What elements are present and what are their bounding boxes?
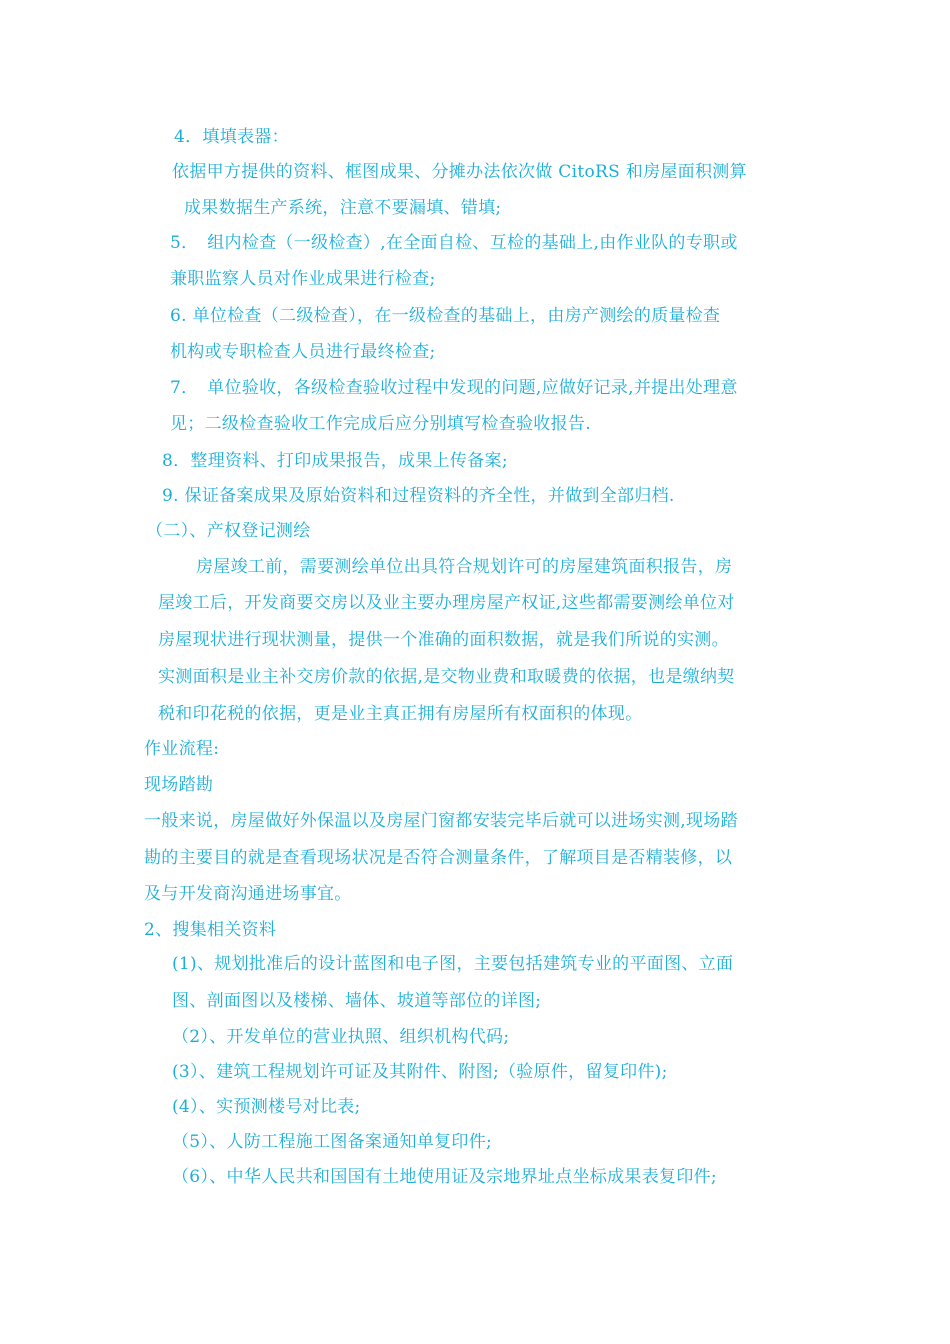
text-line-item7-cont: 见；二级检查验收工作完成后应分别填写检查验收报告. [170, 414, 591, 434]
text-line-material3: (3）、建筑工程规划许可证及其附件、附图;（验原件，留复印件); [172, 1062, 668, 1082]
text-line-para2: 屋竣工后，开发商要交房以及业主要办理房屋产权证,这些都需要测绘单位对 [158, 593, 735, 613]
text-line-survey2: 勘的主要目的就是查看现场状况是否符合测量条件，了解项目是否精装修，以 [144, 848, 733, 868]
text-line-item8: 8．整理资料、打印成果报告，成果上传备案; [162, 451, 508, 471]
heading-workflow: 作业流程: [144, 739, 220, 759]
text-line-item4: 4．填填表器： [174, 127, 289, 147]
text-line-para5: 税和印花税的依据，更是业主真正拥有房屋所有权面积的体现。 [158, 704, 643, 724]
text-line-item6: 6. 单位检查（二级检查），在一级检查的基础上，由房产测绘的质量检查 [170, 306, 721, 326]
text-line-survey1: 一般来说，房屋做好外保温以及房屋门窗都安装完毕后就可以进场实测,现场踏 [144, 811, 738, 831]
text-line-para4: 实测面积是业主补交房价款的依据,是交物业费和取暖费的依据，也是缴纳契 [158, 667, 735, 687]
text-line-item5: 5． 组内检查（一级检查）,在全面自检、互检的基础上,由作业队的专职或 [170, 233, 738, 253]
text-line-para1: 房屋竣工前，需要测绘单位出具符合规划许可的房屋建筑面积报告，房 [196, 557, 733, 577]
heading-collect-materials: 2、搜集相关资料 [144, 920, 277, 940]
text-line-material2: （2）、开发单位的营业执照、组织机构代码; [172, 1027, 510, 1047]
text-line-item4-body: 依据甲方提供的资料、框图成果、分摊办法依次做 CitoRS 和房屋面积测算 [172, 162, 747, 182]
heading-site-survey: 现场踏勘 [144, 775, 214, 795]
text-line-survey3: 及与开发商沟通进场事宜。 [144, 884, 352, 904]
text-line-item4-cont: 成果数据生产系统，注意不要漏填、错填; [184, 198, 502, 218]
text-line-item5-cont: 兼职监察人员对作业成果进行检查; [170, 269, 436, 289]
text-line-para3: 房屋现状进行现状测量，提供一个准确的面积数据，就是我们所说的实测。 [158, 630, 729, 650]
text-line-material1: (1)、规划批准后的设计蓝图和电子图，主要包括建筑专业的平面图、立面 [172, 954, 734, 974]
text-line-material1-cont: 图、剖面图以及楼梯、墙体、坡道等部位的详图; [172, 991, 542, 1011]
text-line-material4: (4）、实预测楼号对比表; [172, 1097, 361, 1117]
text-line-item6-cont: 机构或专职检查人员进行最终检查; [170, 342, 436, 362]
text-line-item7: 7． 单位验收，各级检查验收过程中发现的问题,应做好记录,并提出处理意 [170, 378, 738, 398]
text-line-material5: （5）、人防工程施工图备案通知单复印件; [172, 1132, 493, 1152]
text-line-material6: （6）、中华人民共和国国有土地使用证及宗地界址点坐标成果表复印件; [172, 1167, 717, 1187]
text-line-item9: 9. 保证备案成果及原始资料和过程资料的齐全性，并做到全部归档. [162, 486, 675, 506]
section-heading-property-survey: （二）、产权登记测绘 [146, 521, 311, 541]
